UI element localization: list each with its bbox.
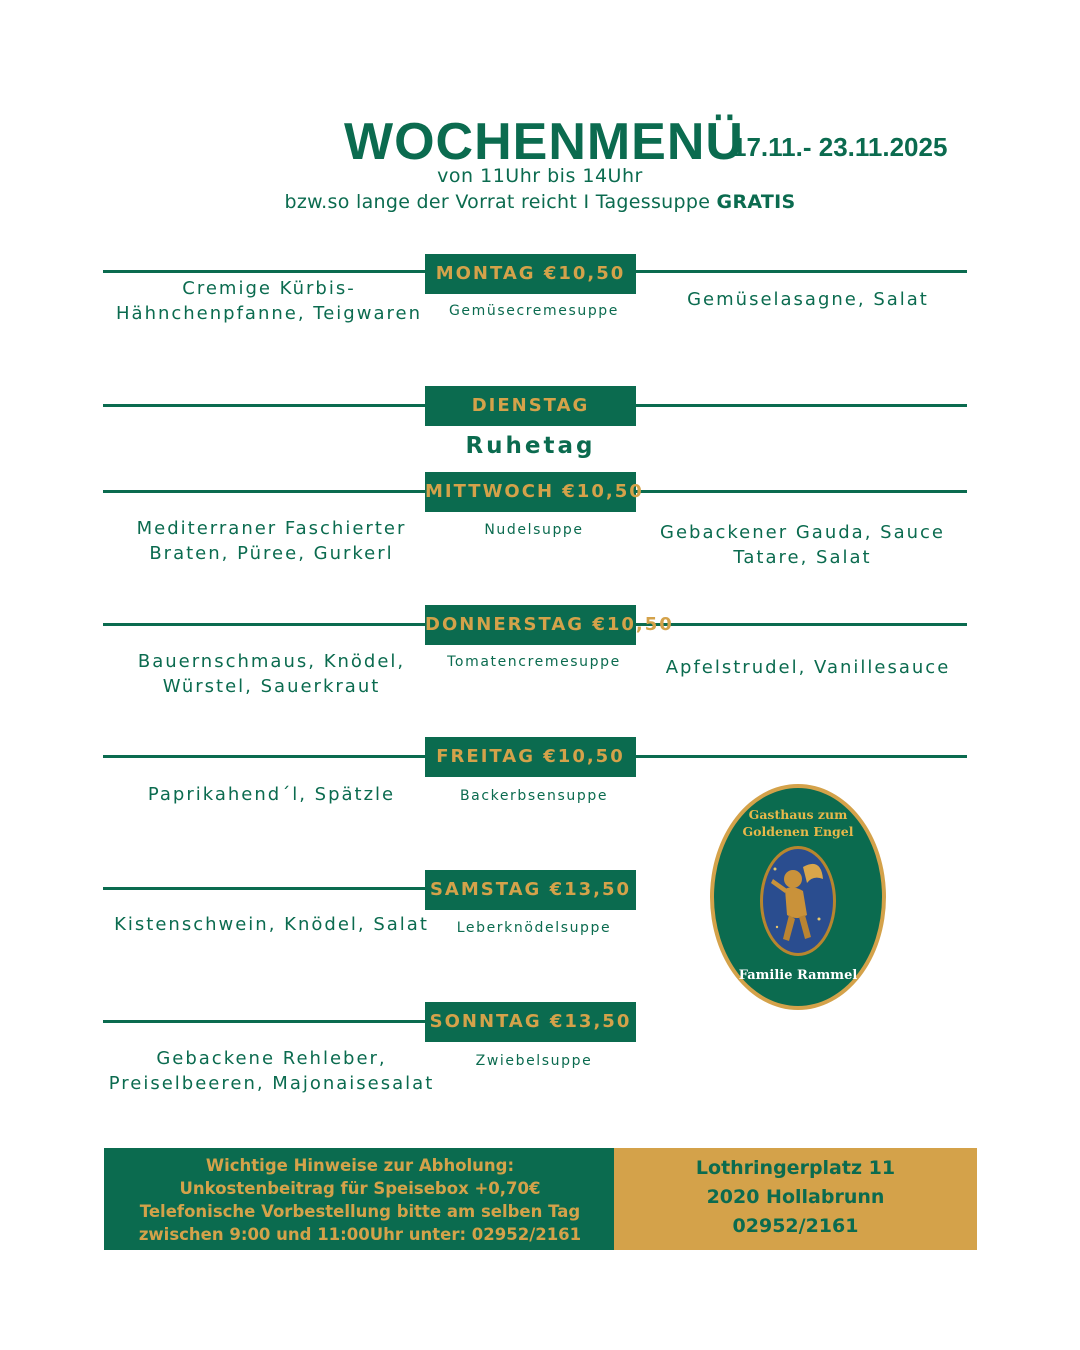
soup-donnerstag: Tomatencremesuppe bbox=[447, 654, 621, 670]
logo-family-name: Familie Rammel bbox=[738, 968, 858, 983]
day-label-dienstag: DIENSTAG bbox=[425, 386, 636, 426]
dish-left-sonntag: Gebackene Rehleber, Preiselbeeren, Majonaisesalat bbox=[108, 1048, 435, 1094]
date-range: 17.11.- 23.11.2025 bbox=[732, 132, 948, 162]
address-city: 2020 Hollabrunn bbox=[706, 1186, 885, 1208]
soup-samstag: Leberknödelsuppe bbox=[456, 920, 612, 936]
address-street: Lothringerplatz 11 bbox=[695, 1157, 896, 1179]
pickup-note-line: Telefonische Vorbestellung bitte am selben Tag bbox=[139, 1202, 581, 1221]
dish-right-mittwoch: Gebackener Gauda, Sauce Tatare, Salat bbox=[660, 522, 945, 568]
soup-mittwoch: Nudelsuppe bbox=[484, 522, 584, 538]
pickup-notes bbox=[104, 1148, 616, 1250]
restaurant-logo bbox=[710, 784, 886, 1010]
dish-left-samstag: Kistenschwein, Knödel, Salat bbox=[114, 914, 429, 935]
day-label-freitag: FREITAG €10,50 bbox=[425, 737, 636, 777]
supply-note bbox=[0, 191, 1080, 213]
soup-freitag: Backerbsensuppe bbox=[459, 788, 609, 804]
day-label-sonntag: SONNTAG €13,50 bbox=[425, 1002, 636, 1042]
soup-sonntag: Zwiebelsuppe bbox=[475, 1053, 593, 1069]
day-label-samstag: SAMSTAG €13,50 bbox=[425, 870, 636, 910]
pickup-note-line: zwischen 9:00 und 11:00Uhr unter: 02952/2161 bbox=[138, 1225, 582, 1244]
dish-left-freitag: Paprikahend´l, Spätzle bbox=[147, 784, 396, 805]
supply-note-text: bzw.so lange der Vorrat reicht I Tagessuppe bbox=[284, 191, 717, 213]
angel-icon bbox=[760, 846, 836, 956]
dish-right-donnerstag: Apfelstrudel, Vanillesauce bbox=[665, 657, 951, 678]
soup-montag: Gemüsecremesuppe bbox=[448, 303, 620, 319]
gratis-label: GRATIS bbox=[716, 191, 796, 213]
logo-title bbox=[714, 806, 882, 840]
page-title: WOCHENMENÜ bbox=[344, 113, 744, 171]
rest-day-note: Ruhetag bbox=[465, 433, 596, 459]
day-label-mittwoch: MITTWOCH €10,50 bbox=[425, 472, 636, 512]
pickup-note-line: Unkostenbeitrag für Speisebox +0,70€ bbox=[179, 1179, 541, 1198]
dish-left-montag: Cremige Kürbis-Hähnchenpfanne, Teigwaren bbox=[116, 278, 422, 324]
dish-right-montag: Gemüselasagne, Salat bbox=[687, 289, 929, 310]
opening-hours: von 11Uhr bis 14Uhr bbox=[437, 165, 643, 187]
address-phone: 02952/2161 bbox=[732, 1215, 859, 1237]
logo-title-line2: Goldenen Engel bbox=[742, 824, 854, 839]
contact-address bbox=[614, 1148, 977, 1250]
dish-left-donnerstag: Bauernschmaus, Knödel, Würstel, Sauerkraut bbox=[137, 651, 406, 697]
day-label-donnerstag: DONNERSTAG €10,50 bbox=[425, 605, 636, 645]
logo-title-line1: Gasthaus zum bbox=[748, 807, 848, 822]
day-label-montag: MONTAG €10,50 bbox=[425, 254, 636, 294]
pickup-note-line: Wichtige Hinweise zur Abholung: bbox=[205, 1156, 515, 1175]
dish-left-mittwoch: Mediterraner Faschierter Braten, Püree, Gurkerl bbox=[136, 518, 407, 564]
